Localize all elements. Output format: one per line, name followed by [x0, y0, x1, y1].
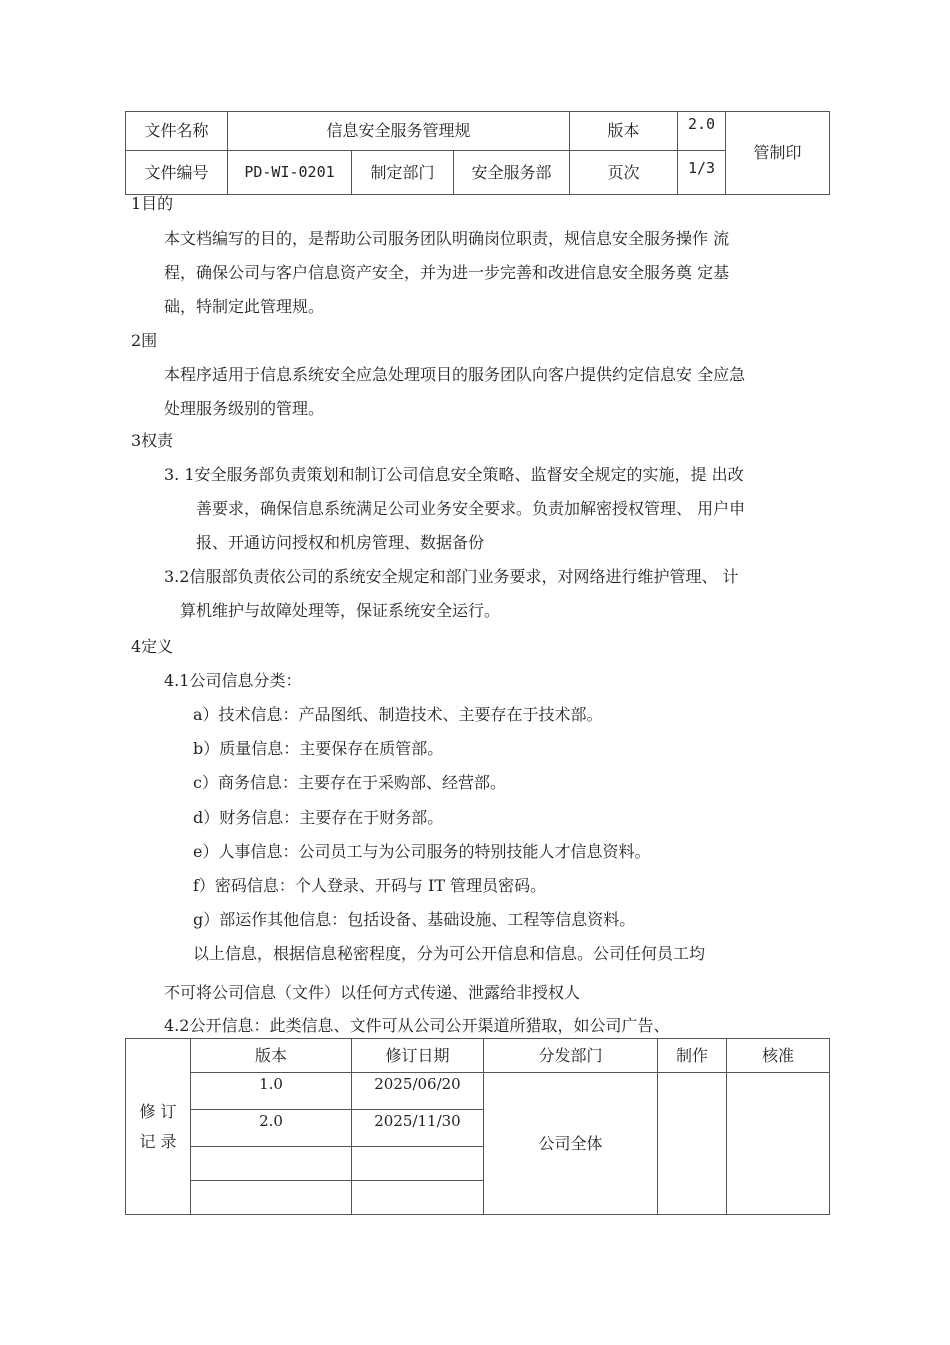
approved-by-cell — [727, 1073, 830, 1215]
section-3-2-line: 算机维护与故障处理等，保证系统安全运行。 — [180, 601, 501, 620]
revision-date-cell: 2025/11/30 — [352, 1110, 484, 1147]
revision-version-cell — [191, 1147, 352, 1181]
revision-version-cell: 2.0 — [191, 1110, 352, 1147]
revision-version-cell — [191, 1181, 352, 1215]
revision-date-cell: 2025/06/20 — [352, 1073, 484, 1110]
section-2-paragraph-line: 处理服务级别的管理。 — [164, 399, 325, 418]
section-4-heading: 4定义 — [131, 637, 174, 656]
column-header-dept: 分发部门 — [484, 1039, 658, 1073]
list-item: g）部运作其他信息：包括设备、基础设施、工程等信息资料。 — [193, 910, 636, 929]
document-header-table — [125, 111, 830, 195]
revision-date-cell — [352, 1181, 484, 1215]
section-4-1-heading: 4.1公司信息分类： — [164, 671, 302, 690]
dept-value: 安全服务部 — [454, 151, 570, 195]
revision-record-table — [125, 1038, 830, 1215]
revision-record-label — [126, 1039, 191, 1215]
list-item: d）财务信息：主要存在于财务部。 — [193, 808, 444, 827]
revision-label-line: 修 订 — [139, 1101, 177, 1121]
section-4-2-line: 4.2公开信息：此类信息、文件可从公司公开渠道所猎取，如公司广告、 — [164, 1016, 670, 1035]
revision-version-cell: 1.0 — [191, 1073, 352, 1110]
file-no-label: 文件编号 — [126, 151, 228, 195]
section-1-heading: 1目的 — [131, 194, 174, 213]
column-header-made: 制作 — [658, 1039, 727, 1073]
file-name-value: 信息安全服务管理规 — [228, 112, 570, 151]
column-header-approve: 核准 — [727, 1039, 830, 1073]
section-3-1-line: 善要求，确保信息系统满足公司业务安全要求。负责加解密授权管理、 用户申 — [196, 499, 746, 518]
file-name-label: 文件名称 — [126, 112, 228, 151]
column-header-version: 版本 — [191, 1039, 352, 1073]
list-item: f）密码信息：个人登录、开码与 IT 管理员密码。 — [193, 876, 547, 895]
section-1-paragraph-line: 本文档编写的目的，是帮助公司服务团队明确岗位职责，规信息安全服务操作 流 — [164, 229, 730, 248]
section-3-1-line: 报、开通访问授权和机房管理、数据备份 — [196, 533, 485, 552]
version-label: 版本 — [570, 112, 678, 151]
section-1-paragraph-line: 础，特制定此管理规。 — [164, 297, 325, 316]
section-4-paragraph-line: 以上信息，根据信息秘密程度，分为可公开信息和信息。公司任何员工均 — [193, 944, 706, 963]
section-3-1-line: 3. 1安全服务部负责策划和制订公司信息安全策略、监督安全规定的实施，提 出改 — [164, 465, 744, 484]
section-3-heading: 3权责 — [131, 431, 174, 450]
file-no-value: PD-WI-0201 — [228, 151, 352, 195]
list-item: c）商务信息：主要存在于采购部、经营部。 — [193, 773, 506, 792]
revision-date-cell — [352, 1147, 484, 1181]
section-2-paragraph-line: 本程序适用于信息系统安全应急处理项目的服务团队向客户提供约定信息安 全应急 — [164, 365, 746, 384]
section-1-paragraph-line: 程，确保公司与客户信息资产安全，并为进一步完善和改进信息安全服务奠 定基 — [164, 263, 730, 282]
revision-label-line: 记 录 — [139, 1131, 177, 1151]
list-item: b）质量信息：主要保存在质管部。 — [193, 739, 444, 758]
list-item: a）技术信息：产品图纸、制造技术、主要存在于技术部。 — [193, 705, 603, 724]
version-value: 2.0 — [678, 112, 726, 151]
list-item: e）人事信息：公司员工与为公司服务的特别技能人才信息资料。 — [193, 842, 651, 861]
made-by-cell — [658, 1073, 727, 1215]
distribution-dept-cell: 公司全体 — [484, 1073, 658, 1215]
control-seal: 管制印 — [726, 112, 830, 195]
page-value: 1/3 — [678, 151, 726, 195]
table-row — [126, 1073, 830, 1110]
dept-label: 制定部门 — [352, 151, 454, 195]
section-4-paragraph-line: 不可将公司信息（文件）以任何方式传递、泄露给非授权人 — [164, 983, 581, 1002]
column-header-date: 修订日期 — [352, 1039, 484, 1073]
page-label: 页次 — [570, 151, 678, 195]
section-2-heading: 2围 — [131, 331, 158, 350]
section-3-2-line: 3.2信服部负责依公司的系统安全规定和部门业务要求，对网络进行维护管理、 计 — [164, 567, 739, 586]
